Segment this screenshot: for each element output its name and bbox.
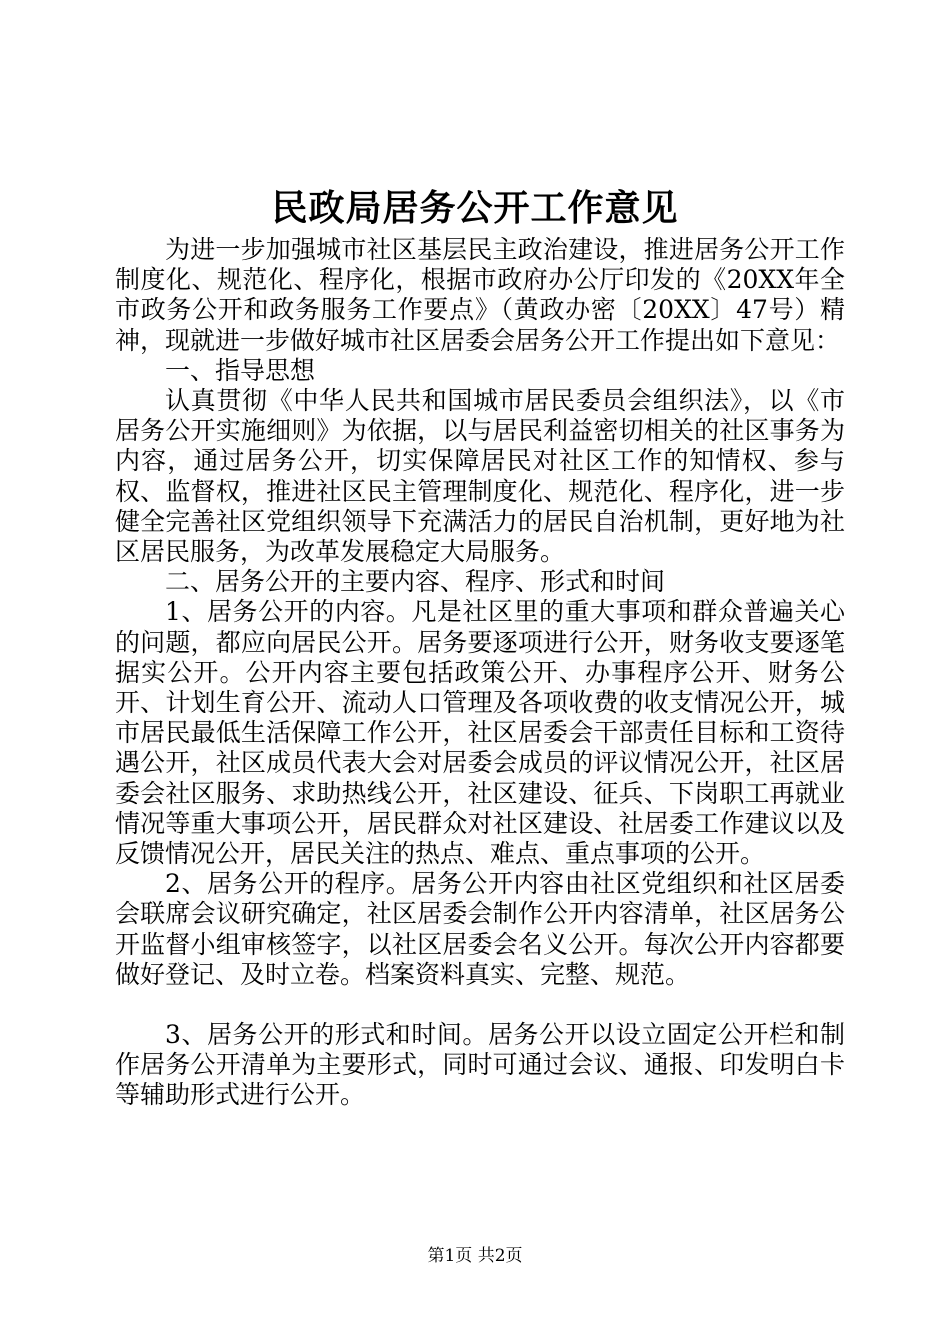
content-paragraph: 1、居务公开的内容。凡是社区里的重大事项和群众普遍关心的问题，都应向居民公开。居务要逐项进行公开，财务收支要逐笔据实公开。公开内容主要包括政策公开、办事程序公开、财务公开、计划生育公开、流动人口管理及各项收费的收支情况公开，城市居民最低生活保障工作公开，社区居委会干部责任目标和工资待遇公开，社区成员代表大会对居委会成员的评议情况公开，社区居委会社区服务、求助热线公开，社区建设、征兵、下岗职工再就业情况等重大事项公开，居民群众对社区建设、社居委工作建议以及反馈情况公开，居民关注的热点、难点、重点事项的公开。: [115, 597, 845, 869]
document-body: [115, 235, 845, 1111]
document-title: 民政局居务公开工作意见: [271, 187, 679, 229]
procedure-paragraph: 2、居务公开的程序。居务公开内容由社区党组织和社区居委会联席会议研究确定，社区居委会制作公开内容清单，社区居务公开监督小组审核签字，以社区居委会名义公开。每次公开内容都要做好登记、及时立卷。档案资料真实、完整、规范。: [115, 869, 845, 989]
page-footer: 第1页 共2页: [427, 1246, 523, 1266]
section-heading-main-content: 二、居务公开的主要内容、程序、形式和时间: [165, 567, 666, 597]
section-heading-guiding-thought: 一、指导思想: [165, 355, 316, 385]
intro-paragraph: 为进一步加强城市社区基层民主政治建设，推进居务公开工作制度化、规范化、程序化，根据市政府办公厅印发的《20XX年全市政务公开和政务服务工作要点》（黄政办密〔20XX〕47号）精神，现就进一步做好城市社区居委会居务公开工作提出如下意见：: [115, 235, 845, 355]
form-and-time-paragraph: 3、居务公开的形式和时间。居务公开以设立固定公开栏和制作居务公开清单为主要形式，同时可通过会议、通报、印发明白卡等辅助形式进行公开。: [115, 1020, 845, 1110]
guiding-thought-paragraph: 认真贯彻《中华人民共和国城市居民委员会组织法》，以《市居务公开实施细则》为依据，以与居民利益密切相关的社区事务为内容，通过居务公开，切实保障居民对社区工作的知情权、参与权、监督权，推进社区民主管理制度化、规范化、程序化，进一步健全完善社区党组织领导下充满活力的居民自治机制，更好地为社区居民服务，为改革发展稳定大局服务。: [115, 386, 845, 567]
